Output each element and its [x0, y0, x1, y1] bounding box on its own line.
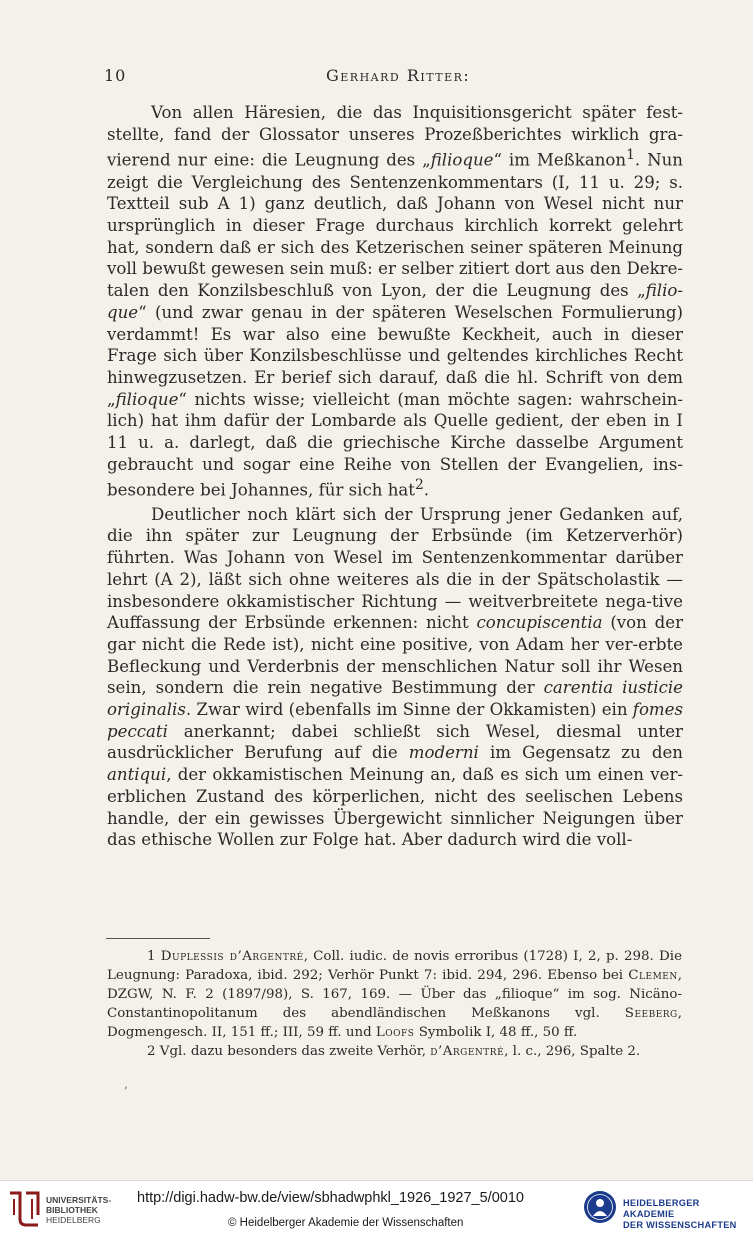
- italic-term: moderni: [408, 743, 479, 763]
- text-run: Symbolik I, 48 ff., 50 ff.: [414, 1024, 578, 1040]
- text-run: 1: [147, 949, 161, 964]
- paragraph-1: [107, 102, 683, 502]
- university-library-logo-icon: [6, 1189, 42, 1229]
- library-name-line-1: UNIVERSITÄTS-: [46, 1195, 112, 1205]
- text-run: , DZGW, N. F. 2 (1897/98), S. 167, 169. — Über das „filioque“ im sog. Nicäno-Constantinopolitanum des abendländischen Meßkanons vgl.: [107, 967, 682, 1021]
- italic-term: filio-que: [107, 281, 683, 322]
- footnotes: [107, 948, 682, 1061]
- library-branding[interactable]: [6, 1189, 136, 1231]
- text-run: , der okkamistischen Meinung an, daß es sich um einen ver-erblichen Zustand des körperlichen, nicht des seelischen Lebens handle, der ein gewisses Übergewicht sinnlicher Neigungen über das ethische Wollen zur Folge hat. Aber dadurch wird die voll-: [107, 765, 683, 850]
- italic-term: fomes peccati: [107, 700, 683, 741]
- author-name: Clemen: [628, 967, 678, 983]
- text-run: . Nun zeigt die Vergleichung des Sentenzenkommentars (I, 11 u. 29; s. Textteil sub A 1) ganz deutlich, daß Johann von Wesel nicht nur ursprünglich in dieser Frage durchaus kirchlich korrekt gelehrt hat, sondern daß er sich des Ketzerischen seiner späteren Meinung voll bewußt gewesen sein muß: er selber zitiert dort aus den Dekre-talen den Konzilsbeschluß von Lyon, der die Leugnung des „: [107, 150, 683, 301]
- text-run: , Dogmengesch. II, 151 ff.; III, 59 ff. und: [107, 1005, 682, 1040]
- main-text: [107, 102, 683, 851]
- academy-name-line-1: HEIDELBERGER AKADEMIE: [623, 1198, 700, 1219]
- academy-name: [623, 1198, 751, 1231]
- library-name-line-3: HEIDELBERG: [46, 1215, 101, 1225]
- text-run: “ nichts wisse; vielleicht (man möchte sagen: wahrschein-lich) hat ihm dafür der Lombarde als Quelle gedient, der eben in I 11 u. a. darlegt, daß die griechische Kirche dasselbe Argument gebraucht und sogar eine Reihe von Stellen der Evangelien, ins-besondere bei Johannes, für sich hat: [107, 389, 683, 501]
- footnote-ref: 2: [414, 477, 424, 494]
- paragraph-2: [107, 504, 683, 851]
- footnote-ref: 1: [626, 147, 635, 164]
- author-name: Seeberg: [624, 1005, 678, 1021]
- text-run: .: [423, 481, 430, 501]
- text-run: im Gegensatz zu den: [478, 743, 683, 763]
- footnote-separator: [106, 938, 210, 939]
- text-run: 2 Vgl. dazu besonders das zweite Verhör,: [147, 1043, 431, 1059]
- text-run: “ im Meßkanon: [493, 150, 627, 170]
- author-name: d’Argentré: [430, 1043, 505, 1059]
- stray-mark: ‚: [124, 1077, 128, 1091]
- text-run: , l. c., 296, Spalte 2.: [504, 1043, 641, 1059]
- library-name: [46, 1195, 111, 1225]
- author-name: Loofs: [375, 1024, 415, 1040]
- academy-name-line-2: DER WISSENSCHAFTEN: [623, 1220, 737, 1230]
- author-name: Duplessis d’Argentré: [160, 949, 304, 964]
- text-run: Von allen Häresien, die das Inquisitionsgericht später fest-stellte, fand der Glossator unseres Prozeßberichtes wirklich gra-vierend nur eine: die Leugnung des „: [107, 103, 683, 170]
- permalink-url[interactable]: http://digi.hadw-bw.de/view/sbhadwphkl_1926_1927_5/0010: [137, 1190, 524, 1206]
- text-run: Deutlicher noch klärt sich der Ursprung jener Gedanken auf, die ihn später zur Leugnung der Erbsünde (im Ketzerverhör) führten. Was Johann von Wesel im Sentenzenkommentar darüber lehrt (A 2), läßt sich ohne weiteres als die in der Spätscholastik — insbesondere okkamistischer Richtung — weitverbreitete nega-tive Auffassung der Erbsünde erkennen: nicht: [107, 504, 683, 633]
- page-number: 10: [104, 66, 127, 85]
- italic-term: filioque: [115, 389, 179, 409]
- running-header: [104, 66, 681, 90]
- footnote-2: [107, 1043, 682, 1062]
- running-title: Gerhard Ritter:: [326, 66, 471, 85]
- text-run: (von der gar nicht die Rede ist), nicht eine positive, von Adam her ver-erbte Befleckung und Verderbnis der menschlichen Natur soll ihr Wesen sein, sondern die rein negative Bestimmung der: [107, 613, 684, 698]
- text-run: . Zwar wird (ebenfalls im Sinne der Okkamisten) ein: [185, 700, 633, 720]
- text-run: “ (und zwar genau in der späteren Weselschen Formulierung) verdammt! Es war also eine bewußte Keckheit, auch in dieser Frage sich über Konzilsbeschlüsse und geltendes kirchliches Recht hinwegzusetzen. Er berief sich darauf, daß die hl. Schrift von dem „: [107, 302, 683, 409]
- text-run: anerkannt; dabei schließt sich Wesel, diesmal unter ausdrücklicher Berufung auf die: [107, 721, 683, 763]
- academy-branding[interactable]: [583, 1190, 751, 1230]
- academy-seal-icon: [583, 1190, 617, 1224]
- italic-term: antiqui: [107, 765, 167, 785]
- footnote-1: [107, 948, 682, 1043]
- viewer-footer: [0, 1180, 753, 1237]
- italic-term: carentia iusticie originalis: [107, 678, 683, 720]
- copyright-notice: © Heidelberger Akademie der Wissenschaften: [228, 1217, 464, 1229]
- italic-term: concupiscentia: [476, 613, 603, 633]
- italic-term: filioque: [430, 150, 494, 170]
- text-run: , Coll. iudic. de novis erroribus (1728) I, 2, p. 298. Die Leugnung: Paradoxa, ibid. 292; Verhör Punkt 7: ibid. 294, 296. Ebenso bei: [107, 949, 682, 983]
- library-name-line-2: BIBLIOTHEK: [46, 1205, 98, 1215]
